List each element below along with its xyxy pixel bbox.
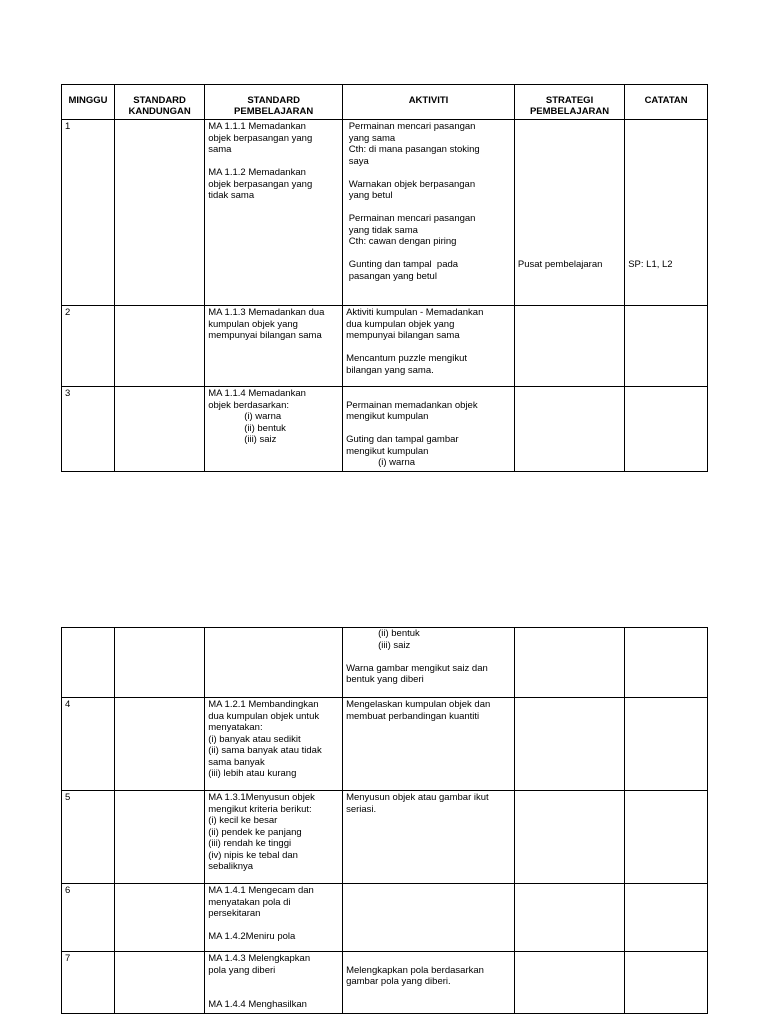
text-line: MA 1.1.3 Memadankan dua (208, 307, 325, 318)
standard-kandungan-cell (115, 698, 205, 791)
text-line: (ii) bentuk (244, 422, 286, 434)
text-line: Cth: di mana pasangan stoking (346, 144, 480, 155)
header-minggu: MINGGU (62, 85, 115, 120)
table-row (62, 120, 708, 306)
text-line: sama (208, 144, 232, 155)
aktiviti-cell (343, 884, 515, 952)
text-line: Pusat pembelajaran (517, 259, 603, 270)
text-line: Guting dan tampal gambar (346, 434, 459, 445)
text-line: (iii) rendah ke tinggi (208, 838, 292, 849)
text-line: Cth: cawan dengan piring (346, 236, 457, 247)
minggu-cell: 7 (62, 952, 115, 1014)
catatan-cell (625, 387, 708, 472)
aktiviti-cell (343, 791, 515, 884)
standard-pembelajaran-cell (205, 628, 343, 698)
text-line: yang tidak sama (346, 224, 418, 236)
text-line: dua kumpulan objek yang (346, 318, 455, 330)
table-row (62, 387, 708, 472)
header-catatan: CATATAN (625, 85, 708, 120)
text-line: sebaliknya (208, 861, 254, 872)
aktiviti-cell (343, 628, 515, 698)
aktiviti-cell (343, 120, 515, 306)
text-line: saya (346, 155, 369, 167)
standard-kandungan-cell (115, 628, 205, 698)
table-row (62, 884, 708, 952)
text-line: gambar pola yang diberi. (346, 976, 451, 987)
minggu-cell: 5 (62, 791, 115, 884)
catatan-cell (625, 120, 708, 306)
text-line: yang sama (346, 132, 396, 144)
strategi-cell (514, 952, 624, 1014)
minggu-cell: 4 (62, 698, 115, 791)
text-line: MA 1.1.4 Memadankan (208, 388, 306, 399)
catatan-cell (625, 628, 708, 698)
text-line: seriasi. (346, 803, 377, 815)
text-line: Menyusun objek atau gambar ikut (346, 792, 489, 803)
text-line: MA 1.4.4 Menghasilkan (208, 999, 307, 1010)
text-line: MA 1.2.1 Membandingkan (208, 699, 319, 710)
text-line: menyatakan: (208, 722, 263, 733)
text-line: Mengelaskan kumpulan objek dan (346, 699, 491, 710)
table-row (62, 952, 708, 1014)
text-line: mempunyai bilangan sama (346, 330, 460, 341)
text-line: dua kumpulan objek untuk (208, 710, 320, 722)
text-line: (ii) bentuk (378, 628, 420, 639)
standard-kandungan-cell (115, 952, 205, 1014)
text-line: MA 1.3.1Menyusun objek (208, 792, 315, 803)
text-line: Gunting dan tampal pada (346, 259, 459, 270)
text-line: (iv) nipis ke tebal dan (208, 849, 298, 861)
header-aktiviti: AKTIVITI (343, 85, 515, 120)
standard-kandungan-cell (115, 791, 205, 884)
catatan-cell (625, 698, 708, 791)
standard-pembelajaran-cell (205, 120, 343, 306)
aktiviti-cell (343, 952, 515, 1014)
standard-pembelajaran-cell (205, 952, 343, 1014)
aktiviti-cell (343, 387, 515, 472)
text-line: mengikut kumpulan (346, 411, 429, 422)
header-row (62, 85, 708, 120)
minggu-cell: 2 (62, 306, 115, 387)
standard-pembelajaran-cell (205, 387, 343, 472)
table-row (62, 791, 708, 884)
text-line: mengikut kumpulan (346, 445, 429, 457)
minggu-cell (62, 628, 115, 698)
strategi-cell (514, 698, 624, 791)
text-line: pasangan yang betul (346, 270, 437, 282)
text-line: kumpulan objek yang (208, 318, 298, 330)
aktiviti-cell (343, 306, 515, 387)
text-line: (i) kecil ke besar (208, 815, 278, 826)
text-line: (i) warna (244, 411, 282, 422)
text-line: bentuk yang diberi (346, 674, 424, 685)
text-line: persekitaran (208, 908, 261, 919)
text-line: bilangan yang sama. (346, 364, 434, 376)
catatan-cell (625, 791, 708, 884)
text-line: sama banyak (208, 756, 265, 768)
text-line: objek berpasangan yang (208, 178, 313, 190)
minggu-cell: 3 (62, 387, 115, 472)
lesson-plan-table-1 (61, 84, 708, 472)
strategi-cell (514, 884, 624, 952)
text-line: (ii) pendek ke panjang (208, 826, 302, 838)
header-standard-kandungan: STANDARD KANDUNGAN (115, 85, 205, 120)
text-line: Warna gambar mengikut saiz dan (346, 662, 488, 674)
standard-pembelajaran-cell (205, 306, 343, 387)
standard-kandungan-cell (115, 120, 205, 306)
text-line: MA 1.4.2Meniru pola (208, 931, 296, 942)
strategi-cell (514, 628, 624, 698)
strategi-cell (514, 387, 624, 472)
catatan-cell (625, 952, 708, 1014)
text-line: Melengkapkan pola berdasarkan (346, 964, 484, 976)
standard-kandungan-cell (115, 387, 205, 472)
text-line: objek berpasangan yang (208, 132, 313, 144)
text-line: Aktiviti kumpulan - Memadankan (346, 307, 484, 318)
text-line: yang betul (346, 190, 393, 201)
text-line: Permainan memadankan objek (346, 399, 478, 411)
text-line: mengikut kriteria berikut: (208, 803, 312, 815)
standard-pembelajaran-cell (205, 884, 343, 952)
strategi-cell (514, 120, 624, 306)
text-line: SP: L1, L2 (628, 259, 673, 270)
standard-pembelajaran-cell (205, 698, 343, 791)
text-line: Mencantum puzzle mengikut (346, 353, 467, 364)
standard-kandungan-cell (115, 306, 205, 387)
catatan-cell (625, 306, 708, 387)
minggu-cell: 1 (62, 120, 115, 306)
text-line: (i) banyak atau sedikit (208, 733, 301, 745)
lesson-plan-table-2 (61, 627, 708, 1014)
text-line: (iii) lebih atau kurang (208, 768, 297, 779)
header-strategi-pembelajaran: STRATEGI PEMBELAJARAN (514, 85, 624, 120)
text-line: objek berdasarkan: (208, 399, 289, 411)
text-line: tidak sama (208, 190, 255, 201)
table-row (62, 306, 708, 387)
text-line: pola yang diberi (208, 964, 276, 976)
text-line: (ii) sama banyak atau tidak (208, 745, 322, 756)
text-line: (iii) saiz (378, 639, 411, 651)
text-line: (i) warna (378, 457, 416, 468)
minggu-cell: 6 (62, 884, 115, 952)
text-line: MA 1.4.3 Melengkapkan (208, 953, 311, 964)
header-standard-pembelajaran: STANDARD PEMBELAJARAN (205, 85, 343, 120)
aktiviti-cell (343, 698, 515, 791)
table-row (62, 628, 708, 698)
text-line: Permainan mencari pasangan (346, 213, 476, 224)
standard-pembelajaran-cell (205, 791, 343, 884)
text-line: menyatakan pola di (208, 896, 291, 908)
standard-kandungan-cell (115, 884, 205, 952)
text-line: (iii) saiz (244, 434, 277, 445)
text-line: MA 1.4.1 Mengecam dan (208, 885, 314, 896)
text-line: Permainan mencari pasangan (346, 121, 476, 132)
strategi-cell (514, 791, 624, 884)
text-line: MA 1.1.1 Memadankan (208, 121, 306, 132)
strategi-cell (514, 306, 624, 387)
table-row (62, 698, 708, 791)
text-line: Warnakan objek berpasangan (346, 178, 476, 190)
text-line: membuat perbandingan kuantiti (346, 710, 480, 722)
text-line: mempunyai bilangan sama (208, 330, 322, 341)
text-line: MA 1.1.2 Memadankan (208, 167, 306, 178)
catatan-cell (625, 884, 708, 952)
